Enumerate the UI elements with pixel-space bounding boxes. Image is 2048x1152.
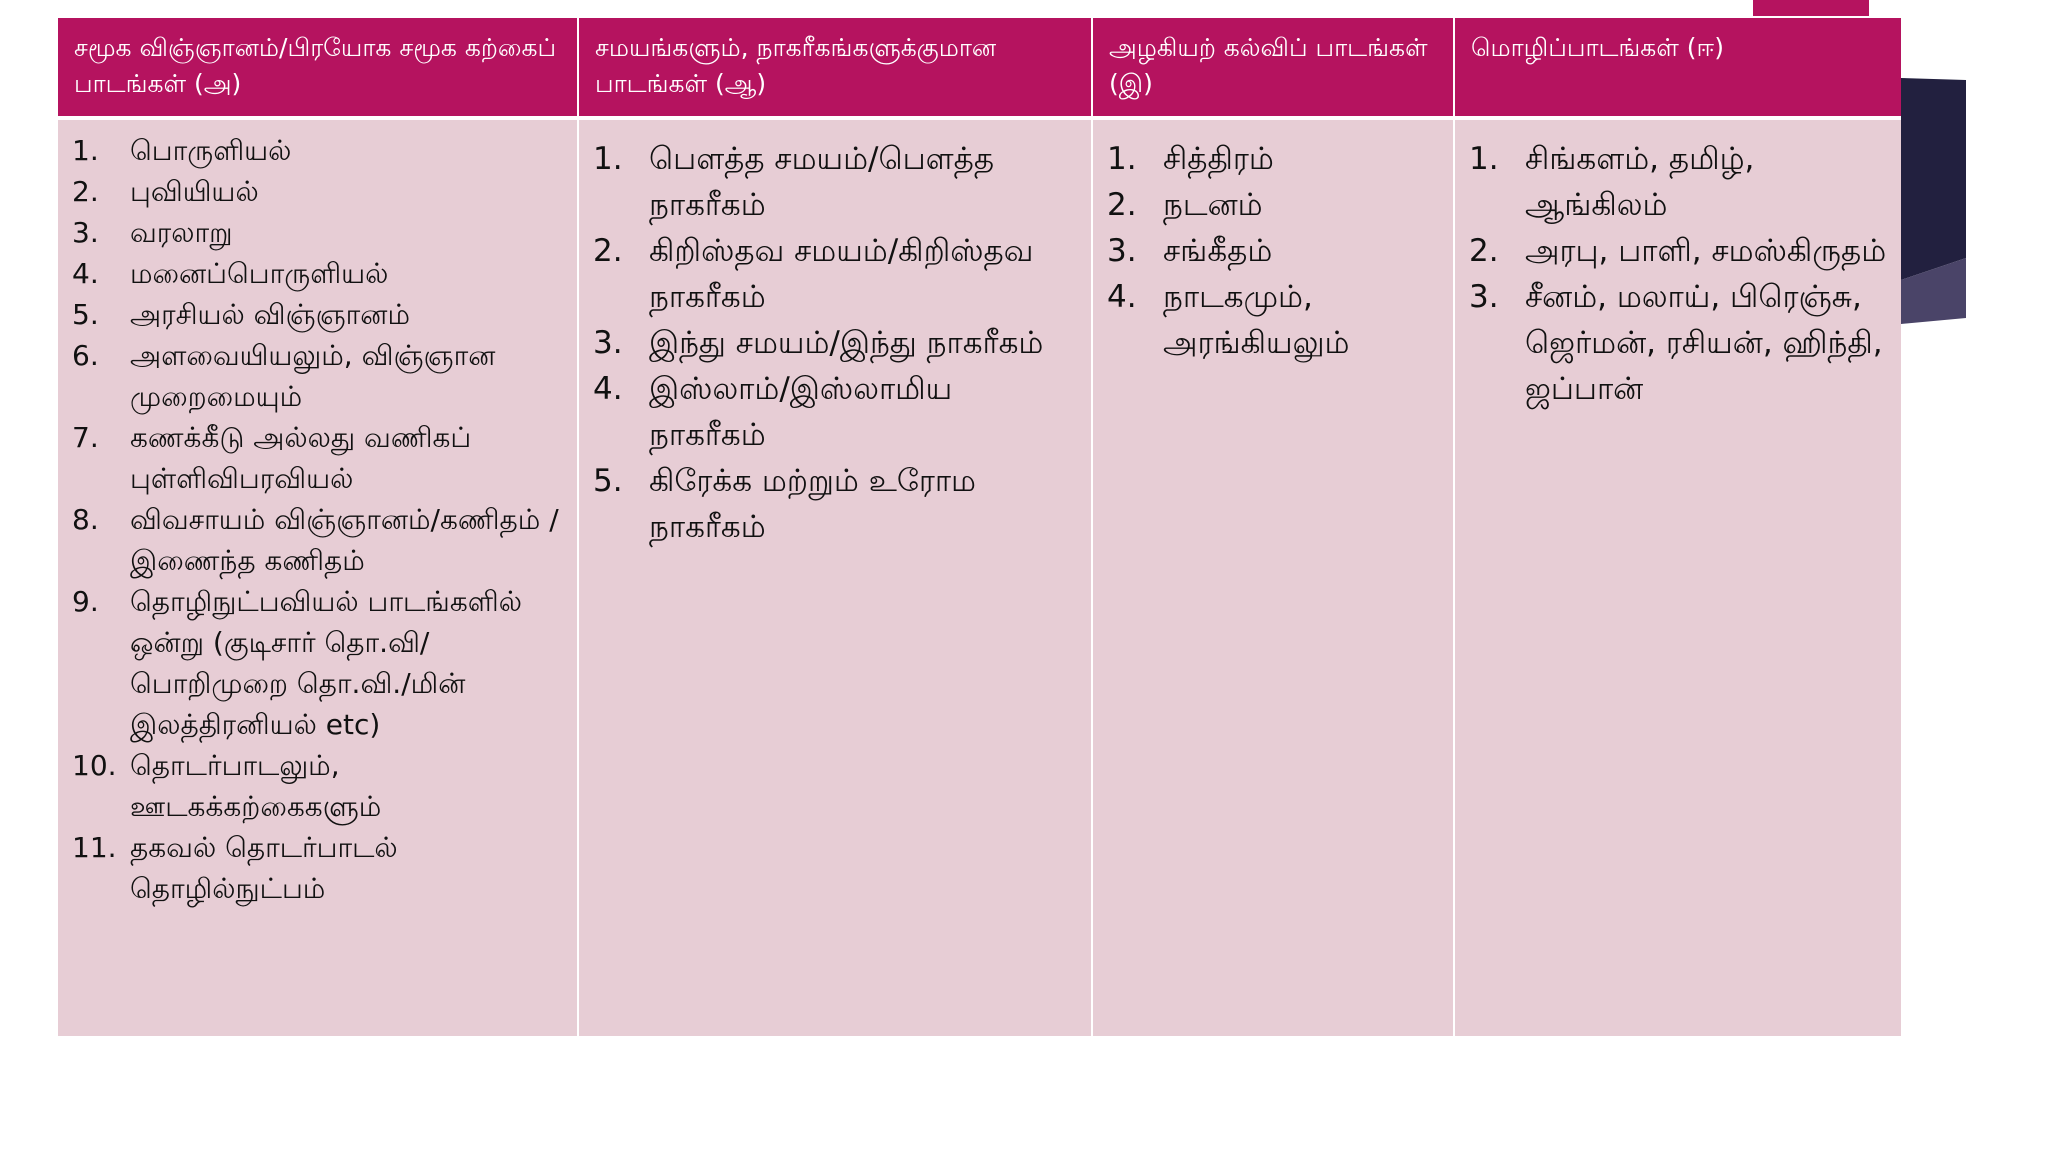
subjects-table <box>58 18 1901 1036</box>
item-text: சீனம், மலாய், பிரெஞ்சு, ஜெர்மன், ரசியன், ஹிந்தி, ஜப்பான் <box>1525 279 1883 407</box>
list-item <box>72 253 563 294</box>
item-text: அரபு, பாளி, சமஸ்கிருதம் <box>1525 233 1887 269</box>
list-item <box>72 745 563 827</box>
deco-dark-shape <box>1901 78 1966 280</box>
list-item <box>593 366 1077 458</box>
list-item <box>1107 182 1439 228</box>
religions-list <box>593 130 1077 550</box>
item-text: வரலாறு <box>130 216 233 249</box>
item-text: கிறிஸ்தவ சமயம்/கிறிஸ்தவ நாகரீகம் <box>649 233 1034 315</box>
social-sciences-cell <box>58 118 578 1036</box>
aesthetics-cell <box>1092 118 1454 1036</box>
item-number: 4. <box>72 257 99 290</box>
item-number: 2. <box>593 233 623 269</box>
social-sciences-list <box>72 130 563 909</box>
languages-list <box>1469 130 1887 412</box>
item-number: 11. <box>72 831 117 864</box>
item-number: 3. <box>72 216 99 249</box>
item-number: 3. <box>593 325 623 361</box>
item-number: 1. <box>1107 141 1137 177</box>
item-number: 4. <box>593 371 623 407</box>
column-header-social-sciences: சமூக விஞ்ஞானம்/பிரயோக சமூக கற்கைப் பாடங்கள் (அ) <box>58 18 578 118</box>
item-text: சங்கீதம் <box>1163 233 1273 269</box>
list-item <box>72 130 563 171</box>
list-item <box>593 458 1077 550</box>
religions-cell <box>578 118 1092 1036</box>
item-text: சித்திரம் <box>1163 141 1274 177</box>
item-text: விவசாயம் விஞ்ஞானம்/கணிதம் /இணைந்த கணிதம் <box>130 503 559 577</box>
item-number: 5. <box>593 463 623 499</box>
item-text: நடனம் <box>1163 187 1263 223</box>
list-item <box>593 136 1077 228</box>
item-text: பொருளியல் <box>130 134 292 167</box>
aesthetics-list <box>1107 130 1439 366</box>
item-text: தொடர்பாடலும், ஊடகக்கற்கைகளும் <box>130 749 382 823</box>
list-item <box>1469 228 1887 274</box>
column-header-aesthetics: அழகியற் கல்விப் பாடங்கள் (இ) <box>1092 18 1454 118</box>
item-text: கிரேக்க மற்றும் உரோம நாகரீகம் <box>649 463 976 545</box>
item-number: 4. <box>1107 279 1137 315</box>
column-header-religions: சமயங்களும், நாகரீகங்களுக்குமான பாடங்கள் (ஆ) <box>578 18 1092 118</box>
item-text: தொழிநுட்பவியல் பாடங்களில் ஒன்று (குடிசார் தொ.வி/பொறிமுறை தொ.வி./மின் இலத்திரனியல் etc) <box>130 585 522 741</box>
item-text: நாடகமும், அரங்கியலும் <box>1163 279 1350 361</box>
item-text: தகவல் தொடர்பாடல் தொழில்நுட்பம் <box>130 831 398 905</box>
list-item <box>72 417 563 499</box>
list-item <box>1469 136 1887 228</box>
content-row <box>58 118 1901 1036</box>
list-item <box>593 320 1077 366</box>
item-number: 9. <box>72 585 99 618</box>
item-number: 1. <box>1469 141 1499 177</box>
item-text: அளவையியலும், விஞ்ஞான முறைமையும் <box>130 339 496 413</box>
list-item <box>72 171 563 212</box>
list-item <box>72 294 563 335</box>
item-number: 1. <box>72 134 99 167</box>
languages-cell <box>1454 118 1901 1036</box>
list-item <box>72 499 563 581</box>
header-row <box>58 18 1901 118</box>
item-text: சிங்களம், தமிழ், ஆங்கிலம் <box>1525 141 1755 223</box>
item-text: கணக்கீடு அல்லது வணிகப் புள்ளிவிபரவியல் <box>130 421 472 495</box>
item-number: 2. <box>1469 233 1499 269</box>
item-number: 10. <box>72 749 117 782</box>
item-text: மனைப்பொருளியல் <box>130 257 389 290</box>
list-item <box>72 212 563 253</box>
list-item <box>72 335 563 417</box>
item-number: 1. <box>593 141 623 177</box>
item-number: 3. <box>1469 279 1499 315</box>
item-number: 7. <box>72 421 99 454</box>
item-number: 5. <box>72 298 99 331</box>
item-number: 2. <box>1107 187 1137 223</box>
item-text: இஸ்லாம்/இஸ்லாமிய நாகரீகம் <box>649 371 953 453</box>
item-number: 2. <box>72 175 99 208</box>
list-item <box>1107 274 1439 366</box>
list-item <box>593 228 1077 320</box>
item-number: 6. <box>72 339 99 372</box>
item-text: புவியியல் <box>130 175 259 208</box>
column-header-languages: மொழிப்பாடங்கள் (ஈ) <box>1454 18 1901 118</box>
list-item <box>72 581 563 745</box>
item-text: பௌத்த சமயம்/பௌத்த நாகரீகம் <box>649 141 995 223</box>
list-item <box>1107 136 1439 182</box>
item-number: 8. <box>72 503 99 536</box>
item-text: இந்து சமயம்/இந்து நாகரீகம் <box>649 325 1044 361</box>
subjects-table-container <box>58 18 1901 1036</box>
item-number: 3. <box>1107 233 1137 269</box>
list-item <box>1107 228 1439 274</box>
item-text: அரசியல் விஞ்ஞானம் <box>130 298 410 331</box>
list-item <box>1469 274 1887 412</box>
list-item <box>72 827 563 909</box>
